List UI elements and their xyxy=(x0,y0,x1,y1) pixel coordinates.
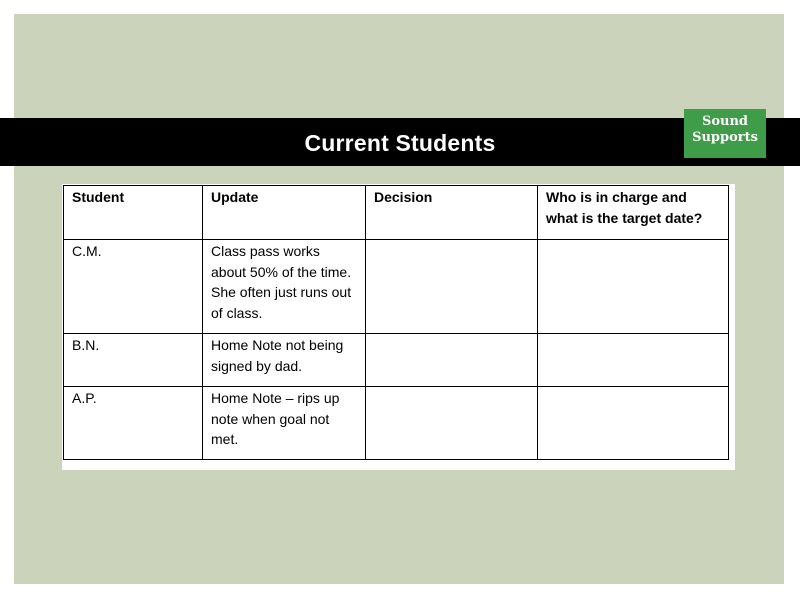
table-row xyxy=(64,240,729,334)
logo-line-2: Supports xyxy=(692,130,758,145)
table-row xyxy=(64,387,729,460)
cell-update: Class pass works about 50% of the time. She often just runs out of class. xyxy=(203,240,366,334)
current-students-table xyxy=(63,185,729,460)
header-decision: Decision xyxy=(366,186,538,240)
cell-student: B.N. xyxy=(64,334,203,387)
cell-decision xyxy=(366,240,538,334)
header-update: Update xyxy=(203,186,366,240)
header-in-charge: Who is in charge and what is the target date? xyxy=(538,186,729,240)
header-student: Student xyxy=(64,186,203,240)
cell-update: Home Note not being signed by dad. xyxy=(203,334,366,387)
cell-update: Home Note – rips up note when goal not met. xyxy=(203,387,366,460)
slide-title: Current Students xyxy=(304,130,496,156)
logo-line-1: Sound xyxy=(701,114,749,129)
sound-supports-logo xyxy=(684,109,766,158)
table-header-row xyxy=(64,186,729,240)
cell-in-charge xyxy=(538,334,729,387)
cell-student: A.P. xyxy=(64,387,203,460)
cell-in-charge xyxy=(538,387,729,460)
table-row xyxy=(64,334,729,387)
cell-decision xyxy=(366,334,538,387)
cell-student: C.M. xyxy=(64,240,203,334)
cell-in-charge xyxy=(538,240,729,334)
cell-decision xyxy=(366,387,538,460)
